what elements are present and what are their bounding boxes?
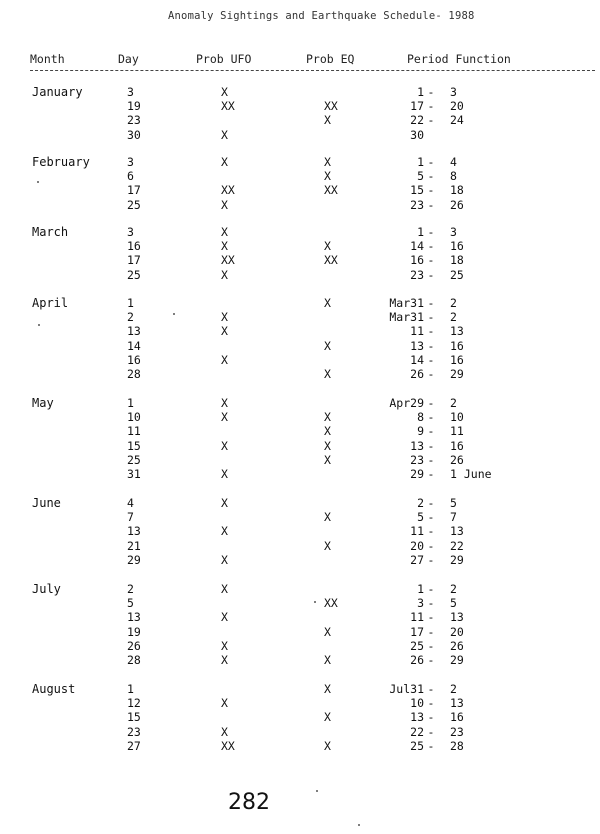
day-cell: 15: [127, 710, 141, 724]
period-from-cell: 9: [417, 424, 424, 438]
day-cell: 1: [127, 296, 134, 310]
month-label: February: [32, 155, 90, 169]
period-dash: -: [427, 539, 435, 553]
scan-speck: [358, 824, 360, 826]
day-cell: 30: [127, 128, 141, 142]
month-label: April: [32, 296, 69, 310]
day-cell: 25: [127, 198, 141, 212]
prob-eq-cell: X: [324, 296, 331, 310]
day-cell: 10: [127, 410, 141, 424]
day-cell: 3: [127, 85, 134, 99]
period-to-cell: 18: [450, 183, 464, 197]
period-dash: -: [427, 510, 435, 524]
prob-ufo-cell: XX: [221, 739, 235, 753]
period-from-cell: 5: [417, 169, 424, 183]
day-cell: 2: [127, 310, 134, 324]
period-to-cell: 18: [450, 253, 464, 267]
period-dash: -: [427, 739, 435, 753]
prob-ufo-cell: X: [221, 610, 228, 624]
day-cell: 28: [127, 367, 141, 381]
period-dash: -: [427, 155, 435, 169]
day-cell: 14: [127, 339, 141, 353]
period-from-cell: 29: [410, 467, 424, 481]
period-dash: -: [427, 710, 435, 724]
period-from-cell: 15: [410, 183, 424, 197]
period-dash: -: [427, 396, 435, 410]
period-from-cell: 26: [410, 367, 424, 381]
period-from-cell: 11: [410, 524, 424, 538]
period-dash: -: [427, 239, 435, 253]
period-dash: -: [427, 467, 435, 481]
scan-speck: [38, 324, 40, 326]
period-to-cell: 25: [450, 268, 464, 282]
period-to-cell: 16: [450, 353, 464, 367]
period-from-cell: 1: [417, 582, 424, 596]
period-to-cell: 13: [450, 524, 464, 538]
prob-ufo-cell: X: [221, 85, 228, 99]
prob-ufo-cell: X: [221, 268, 228, 282]
period-dash: -: [427, 496, 435, 510]
period-dash: -: [427, 439, 435, 453]
page-title: Anomaly Sightings and Earthquake Schedule- 1988: [168, 10, 475, 22]
period-to-cell: 20: [450, 99, 464, 113]
header-day: Day: [118, 52, 139, 66]
period-to-cell: 29: [450, 553, 464, 567]
period-dash: -: [427, 99, 435, 113]
period-from-cell: Mar31: [389, 310, 424, 324]
period-dash: -: [427, 296, 435, 310]
period-to-cell: 7: [450, 510, 457, 524]
period-dash: -: [427, 696, 435, 710]
period-to-cell: 2: [450, 296, 457, 310]
period-to-cell: 2: [450, 682, 457, 696]
period-dash: -: [427, 268, 435, 282]
day-cell: 6: [127, 169, 134, 183]
month-label: June: [32, 496, 61, 510]
period-from-cell: 1: [417, 85, 424, 99]
period-from-cell: 1: [417, 225, 424, 239]
period-from-cell: 26: [410, 653, 424, 667]
period-dash: -: [427, 253, 435, 267]
period-to-cell: 28: [450, 739, 464, 753]
day-cell: 3: [127, 155, 134, 169]
period-to-cell: 23: [450, 725, 464, 739]
day-cell: 1: [127, 682, 134, 696]
prob-eq-cell: X: [324, 410, 331, 424]
day-cell: 28: [127, 653, 141, 667]
period-to-cell: 11: [450, 424, 464, 438]
prob-ufo-cell: X: [221, 128, 228, 142]
prob-eq-cell: XX: [324, 596, 338, 610]
period-from-cell: 27: [410, 553, 424, 567]
day-cell: 5: [127, 596, 134, 610]
prob-ufo-cell: X: [221, 553, 228, 567]
period-dash: -: [427, 353, 435, 367]
period-to-cell: 1 June: [450, 467, 492, 481]
period-from-cell: Apr29: [389, 396, 424, 410]
period-to-cell: 2: [450, 396, 457, 410]
period-dash: -: [427, 553, 435, 567]
prob-ufo-cell: X: [221, 155, 228, 169]
period-from-cell: 3: [417, 596, 424, 610]
period-from-cell: 22: [410, 113, 424, 127]
period-to-cell: 22: [450, 539, 464, 553]
period-dash: -: [427, 596, 435, 610]
period-to-cell: 2: [450, 582, 457, 596]
prob-eq-cell: X: [324, 625, 331, 639]
prob-eq-cell: X: [324, 424, 331, 438]
period-dash: -: [427, 610, 435, 624]
day-cell: 25: [127, 268, 141, 282]
day-cell: 13: [127, 610, 141, 624]
period-from-cell: 23: [410, 268, 424, 282]
page-number: 282: [228, 790, 270, 815]
period-dash: -: [427, 225, 435, 239]
period-to-cell: 16: [450, 339, 464, 353]
day-cell: 15: [127, 439, 141, 453]
day-cell: 1: [127, 396, 134, 410]
period-to-cell: 16: [450, 239, 464, 253]
prob-eq-cell: X: [324, 539, 331, 553]
period-from-cell: 16: [410, 253, 424, 267]
period-to-cell: 16: [450, 710, 464, 724]
scan-speck: [37, 181, 39, 183]
period-dash: -: [427, 198, 435, 212]
day-cell: 26: [127, 639, 141, 653]
prob-ufo-cell: X: [221, 725, 228, 739]
prob-ufo-cell: X: [221, 582, 228, 596]
header-divider: [30, 70, 595, 71]
day-cell: 23: [127, 113, 141, 127]
day-cell: 3: [127, 225, 134, 239]
day-cell: 17: [127, 253, 141, 267]
prob-ufo-cell: X: [221, 353, 228, 367]
period-to-cell: 5: [450, 496, 457, 510]
prob-ufo-cell: X: [221, 639, 228, 653]
period-from-cell: 25: [410, 739, 424, 753]
period-from-cell: 17: [410, 625, 424, 639]
day-cell: 19: [127, 625, 141, 639]
day-cell: 17: [127, 183, 141, 197]
period-to-cell: 4: [450, 155, 457, 169]
month-label: July: [32, 582, 61, 596]
period-dash: -: [427, 310, 435, 324]
day-cell: 16: [127, 353, 141, 367]
prob-ufo-cell: X: [221, 653, 228, 667]
scan-speck: [173, 313, 175, 315]
prob-eq-cell: X: [324, 653, 331, 667]
prob-eq-cell: X: [324, 169, 331, 183]
period-from-cell: 23: [410, 453, 424, 467]
month-label: August: [32, 682, 76, 696]
period-dash: -: [427, 410, 435, 424]
prob-ufo-cell: X: [221, 225, 228, 239]
period-from-cell: 11: [410, 324, 424, 338]
day-cell: 13: [127, 524, 141, 538]
prob-eq-cell: X: [324, 710, 331, 724]
period-from-cell: 22: [410, 725, 424, 739]
prob-ufo-cell: X: [221, 496, 228, 510]
period-dash: -: [427, 424, 435, 438]
prob-eq-cell: X: [324, 439, 331, 453]
period-dash: -: [427, 85, 435, 99]
period-from-cell: 5: [417, 510, 424, 524]
prob-eq-cell: X: [324, 739, 331, 753]
period-to-cell: 16: [450, 439, 464, 453]
period-from-cell: 13: [410, 439, 424, 453]
period-to-cell: 13: [450, 324, 464, 338]
prob-ufo-cell: XX: [221, 183, 235, 197]
period-dash: -: [427, 339, 435, 353]
prob-eq-cell: X: [324, 367, 331, 381]
period-from-cell: 8: [417, 410, 424, 424]
period-to-cell: 13: [450, 696, 464, 710]
period-from-cell: Mar31: [389, 296, 424, 310]
prob-eq-cell: X: [324, 339, 331, 353]
period-from-cell: 25: [410, 639, 424, 653]
period-to-cell: 13: [450, 610, 464, 624]
period-dash: -: [427, 113, 435, 127]
prob-eq-cell: X: [324, 113, 331, 127]
prob-eq-cell: X: [324, 510, 331, 524]
day-cell: 4: [127, 496, 134, 510]
day-cell: 16: [127, 239, 141, 253]
day-cell: 19: [127, 99, 141, 113]
period-to-cell: 2: [450, 310, 457, 324]
scan-speck: [314, 601, 316, 603]
day-cell: 21: [127, 539, 141, 553]
period-from-cell: 30: [410, 128, 424, 142]
day-cell: 25: [127, 453, 141, 467]
period-to-cell: 8: [450, 169, 457, 183]
period-dash: -: [427, 324, 435, 338]
period-dash: -: [427, 169, 435, 183]
prob-ufo-cell: X: [221, 467, 228, 481]
prob-ufo-cell: X: [221, 198, 228, 212]
period-from-cell: 11: [410, 610, 424, 624]
period-from-cell: 10: [410, 696, 424, 710]
period-from-cell: 1: [417, 155, 424, 169]
month-label: January: [32, 85, 83, 99]
period-to-cell: 29: [450, 367, 464, 381]
period-from-cell: 2: [417, 496, 424, 510]
period-dash: -: [427, 453, 435, 467]
day-cell: 23: [127, 725, 141, 739]
month-label: May: [32, 396, 54, 410]
period-from-cell: 20: [410, 539, 424, 553]
period-from-cell: 14: [410, 353, 424, 367]
prob-ufo-cell: X: [221, 696, 228, 710]
period-from-cell: 13: [410, 710, 424, 724]
period-dash: -: [427, 725, 435, 739]
day-cell: 2: [127, 582, 134, 596]
period-from-cell: 13: [410, 339, 424, 353]
period-to-cell: 10: [450, 410, 464, 424]
period-from-cell: Jul31: [389, 682, 424, 696]
period-to-cell: 26: [450, 453, 464, 467]
period-to-cell: 5: [450, 596, 457, 610]
day-cell: 12: [127, 696, 141, 710]
period-to-cell: 24: [450, 113, 464, 127]
scan-speck: [316, 790, 318, 792]
prob-ufo-cell: X: [221, 439, 228, 453]
period-to-cell: 20: [450, 625, 464, 639]
month-label: March: [32, 225, 69, 239]
period-to-cell: 26: [450, 198, 464, 212]
day-cell: 31: [127, 467, 141, 481]
prob-ufo-cell: X: [221, 310, 228, 324]
prob-eq-cell: X: [324, 682, 331, 696]
prob-ufo-cell: X: [221, 410, 228, 424]
period-dash: -: [427, 367, 435, 381]
period-from-cell: 14: [410, 239, 424, 253]
prob-eq-cell: X: [324, 155, 331, 169]
period-dash: -: [427, 639, 435, 653]
period-dash: -: [427, 625, 435, 639]
prob-ufo-cell: X: [221, 524, 228, 538]
prob-ufo-cell: XX: [221, 99, 235, 113]
prob-eq-cell: XX: [324, 253, 338, 267]
day-cell: 27: [127, 739, 141, 753]
header-prob-eq: Prob EQ: [306, 52, 355, 66]
prob-eq-cell: XX: [324, 183, 338, 197]
period-dash: -: [427, 682, 435, 696]
period-to-cell: 3: [450, 85, 457, 99]
header-prob-ufo: Prob UFO: [196, 52, 252, 66]
period-dash: -: [427, 653, 435, 667]
period-to-cell: 3: [450, 225, 457, 239]
prob-ufo-cell: X: [221, 324, 228, 338]
prob-ufo-cell: X: [221, 239, 228, 253]
period-to-cell: 26: [450, 639, 464, 653]
header-month: Month: [30, 52, 65, 66]
period-from-cell: 17: [410, 99, 424, 113]
day-cell: 7: [127, 510, 134, 524]
period-dash: -: [427, 183, 435, 197]
period-dash: -: [427, 524, 435, 538]
day-cell: 29: [127, 553, 141, 567]
period-to-cell: 29: [450, 653, 464, 667]
prob-eq-cell: XX: [324, 99, 338, 113]
header-period-function: Period Function: [407, 52, 511, 66]
prob-ufo-cell: XX: [221, 253, 235, 267]
prob-eq-cell: X: [324, 239, 331, 253]
day-cell: 13: [127, 324, 141, 338]
period-from-cell: 23: [410, 198, 424, 212]
prob-eq-cell: X: [324, 453, 331, 467]
period-dash: -: [427, 582, 435, 596]
day-cell: 11: [127, 424, 141, 438]
prob-ufo-cell: X: [221, 396, 228, 410]
